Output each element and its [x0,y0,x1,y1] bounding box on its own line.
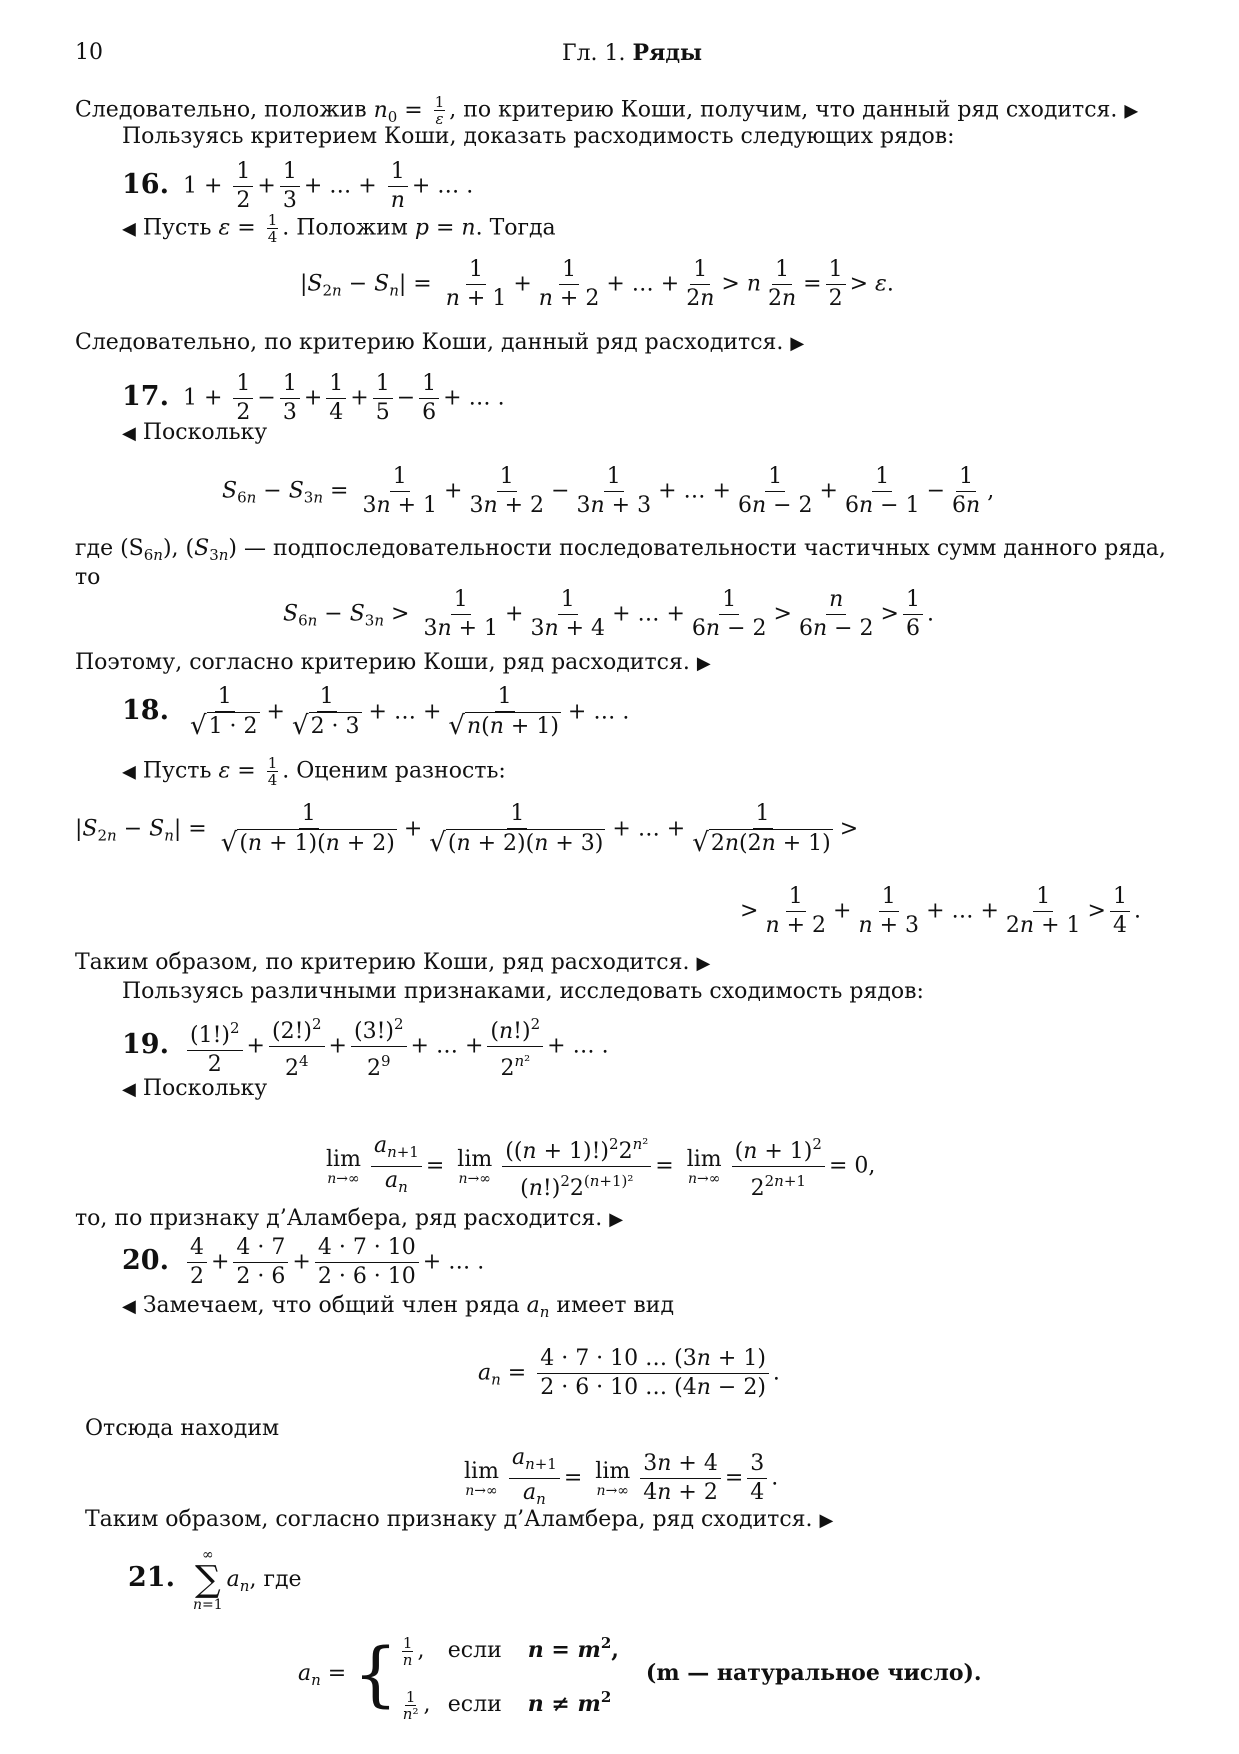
begin-proof-icon: ◀ [122,1296,136,1317]
text-fragment: . Положим [282,215,408,241]
begin-proof-icon: ◀ [122,423,136,444]
text-fragment: имеет вид [556,1293,674,1318]
problem-21: 21. ∞ ∑ n=1 $a_n$, где [128,1547,302,1613]
running-header [562,40,702,67]
text-fragment: если [447,1638,502,1663]
text-fragment: . Тогда [475,215,556,241]
problem-16: 16. 1 + $\frac{1}{2}$ + $\frac{1}{3}$ + … + $\frac{1}{n}$ + … . [122,159,474,213]
formula-18a: $|S_{2n} - S_n|$ = 1 √ (n + 1)(n + 2) + 1 √ (n + 2)(n + 3) + … + 1 √ 2n(2n + 1) > [75,801,859,858]
text-fragment: то, по признаку д’Аламбера, ряд расходится. [75,1206,603,1231]
text-line-1: Следовательно, положив $n_0$ = $\frac{1}{\varepsilon}$ , по критерию Коши, получим, что данный ряд сходится. ▶ [75,93,1139,128]
text-fragment: Пусть [142,758,212,784]
solution-18-start: ◀ Пусть ε = $\frac{1}{4}$ . Оценим разность: [122,754,506,789]
end-proof-icon: ▶ [1124,100,1139,122]
text-fragment: Пусть [142,215,212,241]
end-proof-icon: ▶ [819,1510,834,1531]
text-fragment: где (S [75,536,144,561]
problem-number: 17. [122,380,169,412]
chapter-label: Гл. 1. [562,41,626,66]
text-fragment: Замечаем, что общий член ряда [142,1293,520,1318]
end-proof-icon: ▶ [609,1209,624,1230]
problem-17: 17. 1 + $\frac{1}{2}$ − $\frac{1}{3}$ + $\frac{1}{4}$ + $\frac{1}{5}$ − $\frac{1}{6}$ + … . [122,371,505,425]
problem-20: 20. $\frac{4}{2}$ + $\frac{4 \cdot 7}{2 \cdot 6}$ + $\frac{4 \cdot 7 \cdot 10}{2 \cdot 6 \cdot 10}$ + … . [122,1235,485,1289]
problem-18: 18. 1 √ 1 · 2 + 1 √ 2 · 3 + … + 1 √ n(n + 1) + … . [122,684,630,741]
solution-17-end [75,650,711,677]
text-fragment: , где [249,1567,302,1592]
text-fragment: ) — подпоследовательности последовательности частичных сумм данного ряда, [228,536,1166,561]
text-fragment: если [447,1692,502,1717]
solution-16-end [75,330,804,357]
formula-16: $|S_{2n} - S_n|$ = $\frac{1}{n + 1}$ + $\frac{1}{n + 2}$ + … + $\frac{1}{2n}$ > n $\frac{1}{2n}$ = $\frac{1}{2}$ > ε. [300,257,894,311]
end-proof-icon: ▶ [790,333,805,354]
problem-number: 16. [122,168,169,200]
solution-18-end [75,950,710,977]
formula-20b: lim n→∞ $\frac{a_{n+1}}{a_n}$ = lim n→∞ $\frac{3n + 4}{4n + 2}$ = $\frac{3}{4}$ . [464,1445,779,1508]
solution-16-start: ◀ Пусть ε = $\frac{1}{4}$ . Положим p = n. Тогда [122,211,556,246]
formula-17a: $S_{6n} - S_{3n}$ = $\frac{1}{3n + 1}$ + $\frac{1}{3n + 2}$ − $\frac{1}{3n + 3}$ + … + $\frac{1}{6n - 2}$ + $\frac{1}{6n - 1}$ − $\frac{1}{6n}$ , [222,464,995,518]
problem-number: 20. [122,1244,169,1276]
chapter-title: Ряды [632,40,703,66]
end-proof-icon: ▶ [696,653,711,674]
solution-17-start [122,420,267,447]
solution-19-end [75,1206,623,1233]
formula-19: lim n→∞ $\frac{a_{n+1}}{a_n}$ = lim n→∞ $\frac{((n + 1)!)^22^{n^2}}{(n!)^22^{(n+1)^2}}$ = lim n→∞ $\frac{(n + 1)^2}{2^{2n+1}}$ = 0, [320,1130,875,1203]
text-fragment: Следовательно, положив [75,97,367,123]
problem-number: 21. [128,1562,175,1593]
text-fragment: Следовательно, по критерию Коши, данный ряд расходится. [75,330,784,355]
text-fragment: . Оценим разность: [282,758,506,784]
text-17-then: то [75,565,101,590]
end-proof-icon: ▶ [696,953,711,974]
formula-20a: $a_n$ = $\frac{4 \cdot 7 \cdot 10 \dots (3n + 1)}{2 \cdot 6 \cdot 10 \dots (4n - 2)}$ . [478,1346,780,1400]
problem-19: 19. $\frac{(1!)^2}{2}$ + $\frac{(2!)^2}{2^4}$ + $\frac{(3!)^2}{2^9}$ + … + $\frac{(n!)^2}{2^{n^2}}$ + … . [122,1010,609,1083]
begin-proof-icon: ◀ [122,761,136,783]
begin-proof-icon: ◀ [122,1079,136,1100]
text-fragment: , по критерию Коши, получим, что данный ряд сходится. [449,97,1118,123]
text-fragment: (m — натуральное число). [645,1660,982,1686]
text-fragment: Таким образом, согласно признаку д’Аламбера, ряд сходится. [85,1507,813,1532]
problem-number: 18. [122,694,169,726]
text-fragment: Поскольку [142,1076,268,1101]
text-17-where: где $(S_{6n})$, $(S_{3n})$ — подпоследовательности последовательности частичных сумм данного ряда, [75,536,1166,564]
solution-20-start: ◀ Замечаем, что общий член ряда $a_n$ имеет вид [122,1293,674,1321]
text-fragment: Таким образом, по критерию Коши, ряд расходится. [75,950,690,975]
intro-cauchy: Пользуясь критерием Коши, доказать расходимость следующих рядов: [122,124,955,149]
formula-21: $a_n$ = { $\frac{1}{n}$ , если $n = m^2$, $\frac{1}{\text{n²}}$ , если $n \ne m^2$ (m — натуральное число). [298,1620,982,1728]
solution-20-end [85,1507,833,1534]
text-fragment: Поскольку [142,420,268,445]
problem-number: 19. [122,1028,169,1060]
formula-17b: $S_{6n} - S_{3n}$ > $\frac{1}{3n + 1}$ + $\frac{1}{3n + 4}$ + … + $\frac{1}{6n - 2}$ > $\frac{n}{6n - 2}$ > $\frac{1}{6}$ . [283,587,934,641]
text-fragment: Поэтому, согласно критерию Коши, ряд расходится. [75,650,690,675]
begin-proof-icon: ◀ [122,218,136,240]
formula-18b: > $\frac{1}{n + 2}$ + $\frac{1}{n + 3}$ + … + $\frac{1}{2n + 1}$ > $\frac{1}{4}$ . [740,884,1141,938]
text-20-hence: Отсюда находим [85,1416,280,1441]
solution-19-start [122,1076,267,1103]
intro-various: Пользуясь различными признаками, исследовать сходимость рядов: [122,979,924,1004]
page-number: 10 [75,40,103,65]
